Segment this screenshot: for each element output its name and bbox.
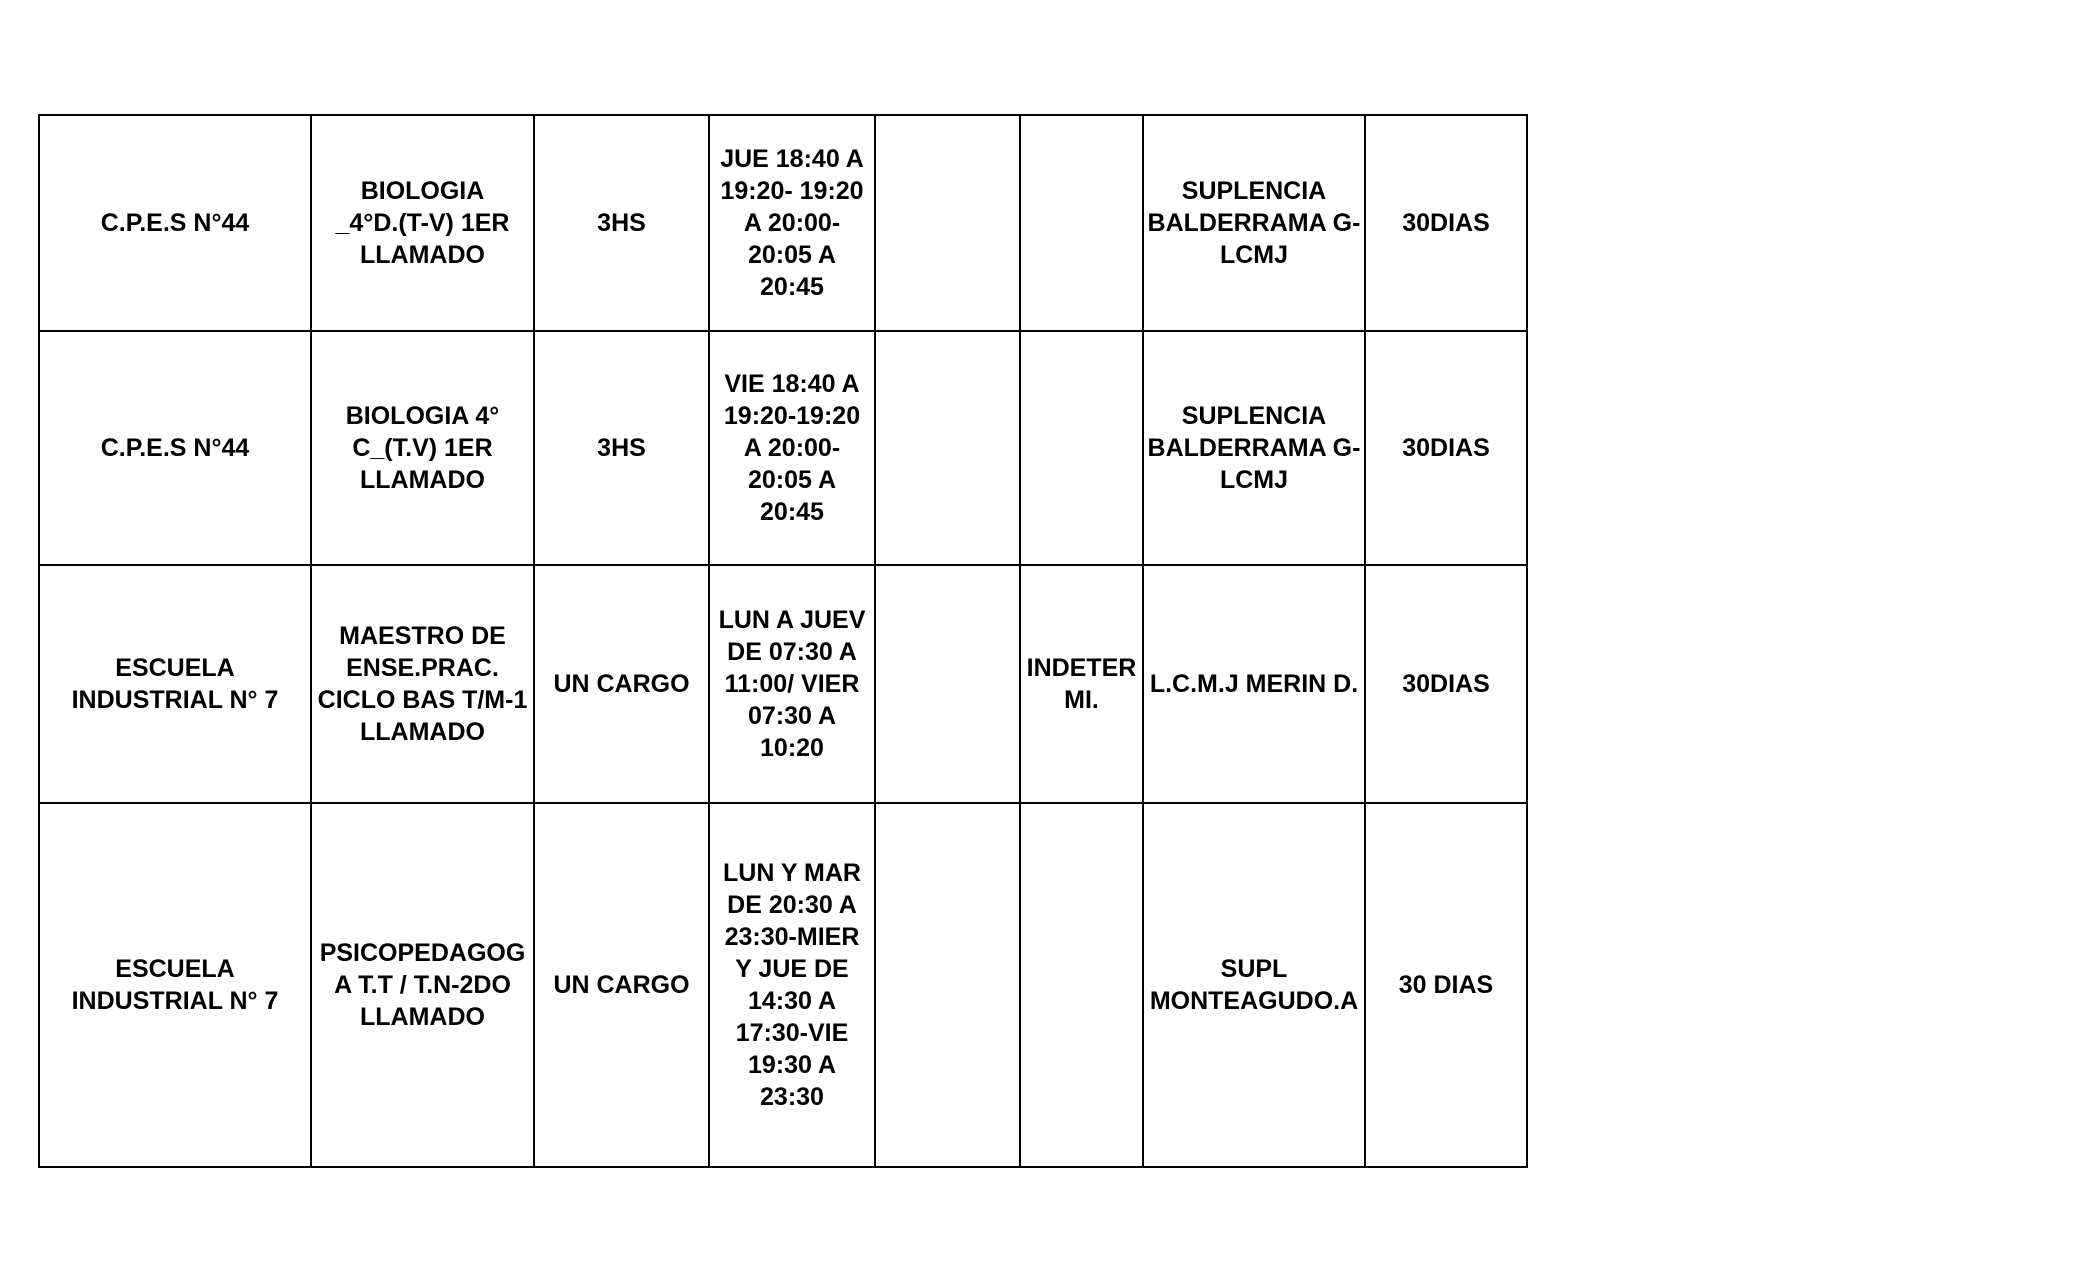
table-row: [39, 331, 1527, 565]
cell-escuela: C.P.E.S N°44: [39, 115, 311, 331]
cell-asignatura: BIOLOGIA 4° C_(T.V) 1ER LLAMADO: [311, 331, 534, 565]
cell-plazo: 30DIAS: [1365, 115, 1527, 331]
cell-empty: [875, 803, 1020, 1167]
cell-horario: LUN Y MAR DE 20:30 A 23:30-MIER Y JUE DE 14:30 A 17:30-VIE 19:30 A 23:30: [709, 803, 875, 1167]
table-row: [39, 115, 1527, 331]
cell-horario: VIE 18:40 A 19:20-19:20 A 20:00- 20:05 A 20:45: [709, 331, 875, 565]
cell-caracter: SUPL MONTEAGUDO.A: [1143, 803, 1365, 1167]
cell-escuela: ESCUELA INDUSTRIAL N° 7: [39, 565, 311, 803]
cell-plazo: 30DIAS: [1365, 331, 1527, 565]
cell-caracter: SUPLENCIA BALDERRAMA G- LCMJ: [1143, 331, 1365, 565]
cell-duracion: [1020, 331, 1143, 565]
cell-horas: 3HS: [534, 331, 709, 565]
cell-horas: UN CARGO: [534, 803, 709, 1167]
vacancy-table: [38, 114, 1528, 1168]
cell-horas: 3HS: [534, 115, 709, 331]
table-row: [39, 565, 1527, 803]
cell-horario: LUN A JUEV DE 07:30 A 11:00/ VIER 07:30 A 10:20: [709, 565, 875, 803]
cell-empty: [875, 115, 1020, 331]
cell-horas: UN CARGO: [534, 565, 709, 803]
table-row: [39, 803, 1527, 1167]
cell-escuela: C.P.E.S N°44: [39, 331, 311, 565]
cell-empty: [875, 565, 1020, 803]
cell-asignatura: BIOLOGIA _4°D.(T-V) 1ER LLAMADO: [311, 115, 534, 331]
cell-plazo: 30DIAS: [1365, 565, 1527, 803]
cell-horario: JUE 18:40 A 19:20- 19:20 A 20:00- 20:05 A 20:45: [709, 115, 875, 331]
cell-duracion: [1020, 115, 1143, 331]
cell-duracion: INDETER MI.: [1020, 565, 1143, 803]
cell-plazo: 30 DIAS: [1365, 803, 1527, 1167]
cell-asignatura: MAESTRO DE ENSE.PRAC. CICLO BAS T/M-1 LLAMADO: [311, 565, 534, 803]
cell-duracion: [1020, 803, 1143, 1167]
cell-empty: [875, 331, 1020, 565]
cell-escuela: ESCUELA INDUSTRIAL N° 7: [39, 803, 311, 1167]
cell-caracter: SUPLENCIA BALDERRAMA G- LCMJ: [1143, 115, 1365, 331]
cell-caracter: L.C.M.J MERIN D.: [1143, 565, 1365, 803]
cell-asignatura: PSICOPEDAGOG A T.T / T.N-2DO LLAMADO: [311, 803, 534, 1167]
